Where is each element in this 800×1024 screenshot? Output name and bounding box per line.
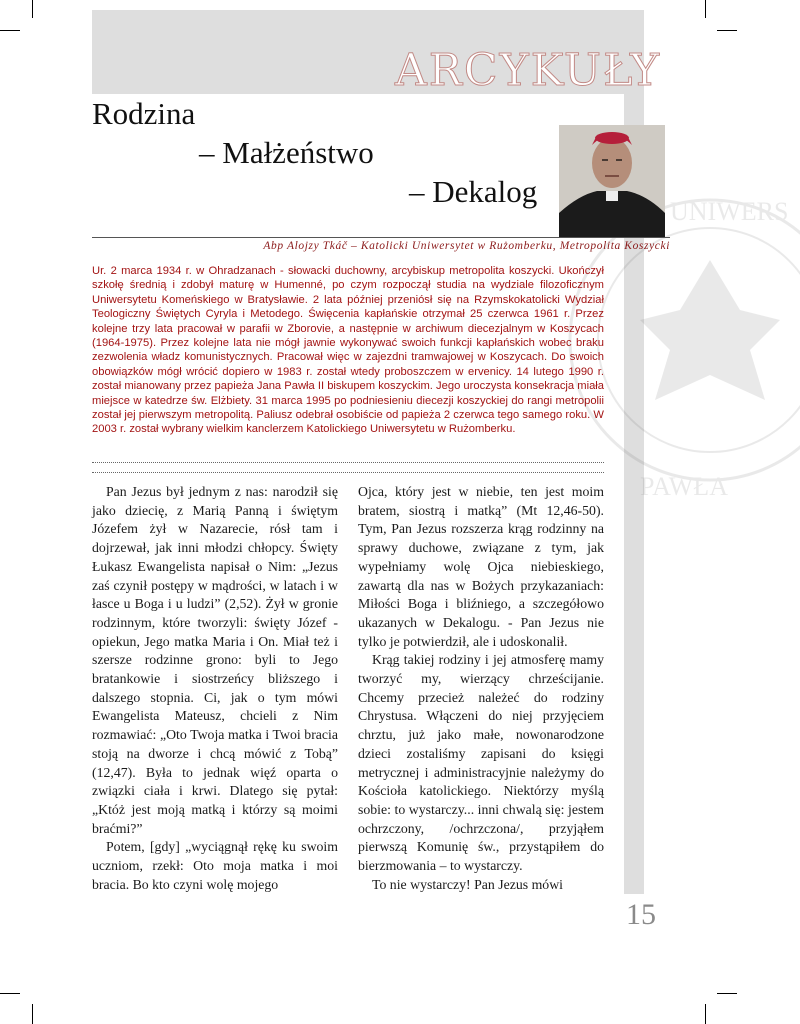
watermark-text-top: UNIWERS xyxy=(670,197,789,226)
crop-mark xyxy=(705,1004,706,1024)
crop-mark xyxy=(0,30,20,31)
author-line: Abp Alojzy Tkáč – Katolicki Uniwersytet w Rużomberku, Metropolita Koszycki xyxy=(263,240,670,252)
author-bio: Ur. 2 marca 1934 r. w Ohradzanach - słowacki duchowny, arcybiskup metropolita koszycki. Ukończył szkołę średnią i zdobył maturę w Humenné, po czym rozpoczął studia na wydziale filozoficznym Uniwersytetu Komeńskiego w Bratysławie. 2 lata później przeniósł się na Rzymskokatolicki Wydział Teologiczny Świętych Cyryla i Metodego. Święcenia kapłańskie otrzymał 25 czerwca 1961 r. Przez kolejne trzy lata pracował w parafii w Zborovie, a następnie w archiwum diecezjalnym w Koszycach (1964-1975). Przez kolejne lata nie mógł jawnie wykonywać swoich funkcji kapłańskich wobec braku zezwolenia władz komunistycznych. Pracował więc w zajezdni tramwajowej w Koszycach. Do swoich obowiązków mógł wrócić dopiero w 1983 r. został wtedy proboszczem w ervenicy. 14 lutego 1990 r. został mianowany przez papieża Jana Pawła II biskupem koszyckim. Jego uroczysta konsekracja miała miejsce w katedrze św. Elżbiety. 31 marca 1995 po podniesieniu diecezji koszyckiej do rangi metropolii został jej pierwszym metropolitą. Paliusz odebrał osobiście od papieża 2 czerwca tego samego roku. W 2003 r. został wybrany wielkim kanclerzem Katolickiego Uniwersytetu w Rużomberku. xyxy=(92,265,604,436)
article-title-line1: Rodzina xyxy=(92,96,196,131)
watermark-text-bottom: PAWŁA xyxy=(640,472,728,501)
body-column-1 xyxy=(92,483,338,894)
crop-mark xyxy=(32,0,33,18)
body-column-2 xyxy=(358,483,604,894)
crop-mark xyxy=(32,1004,33,1024)
page-number: 15 xyxy=(626,898,656,931)
divider xyxy=(92,462,604,463)
crop-mark xyxy=(717,30,737,31)
paragraph: Krąg takiej rodziny i jej atmosferę mamy tworzyć my, wierzący chrześcijanie. Chcemy przecież należeć do rodziny Chrystusa. Włączeni do niej przyjęciem chrztu, już jako małe, nowonarodzone dzieci zostaliśmy zapisani do księgi metrycznej i administracyjnie należymy do Kościoła katolickiego. Niektórzy myślą sobie: to wystarczy... inni chwalą się: jestem ochrzczony, /ochrzczona/, przyjąłem pierwszą Komunię św., przystąpiłem do bierzmowania – to wystarczy. xyxy=(358,652,604,874)
divider xyxy=(92,472,604,473)
paragraph: To nie wystarczy! Pan Jezus mówi xyxy=(372,876,563,892)
crop-mark xyxy=(717,993,737,994)
paragraph: Pan Jezus był jednym z nas: narodził się jako dziecię, z Marią Panną i świętym Józefem żył w Nazarecie, rósł tam i dojrzewał, jak inni młodzi chłopcy. Święty Łukasz Ewangelista napisał o Nim: „Jezus zaś czynił postępy w mądrości, w latach i w łasce u Boga i u ludzi” (2,52). Żył w gronie rodzinnym, które tworzyli: święty Józef - opiekun, Jego matka Maria i On. Miał też i szersze rodzinne grono: byli to Jego bratankowie i siostrzeńcy bliższego i dalszego stopnia. Ci, jak o tym mówi Ewangelista Mateusz, chcieli z Nim rozmawiać: „Oto Twoja matka i Twoi bracia stoją na dworze i chcą mówić z Tobą” (12,47). Była to jednak więź oparta o związki ciała i krwi. Dlatego się pytał: „Któż jest moją matką i którzy są moimi braćmi?” xyxy=(92,484,338,836)
crop-mark xyxy=(0,993,20,994)
crop-mark xyxy=(705,0,706,18)
section-title: ARCYKUŁY xyxy=(395,45,662,96)
author-portrait xyxy=(559,125,665,237)
portrait-image xyxy=(559,125,665,237)
paragraph: Ojca, który jest w niebie, ten jest moim bratem, siostrą i matką” (Mt 12,46-50). Tym, Pan Jezus rozszerza krąg rodzinny na sprawy duchowe, związane z tym, jak wypełniamy wolę Ojca niebieskiego, zawartą dla nas w Bożych przykazaniach: Miłości Boga i bliźniego, a szczegółowo ukazanych w Dekalogu. - Pan Jezus nie tylko je potwierdził, ale i udoskonalił. xyxy=(358,484,604,649)
article-title-line2: – Małżeństwo xyxy=(199,135,374,170)
paragraph: Potem, [gdy] „wyciągnął rękę ku swoim uczniom, rzekł: Oto moja matka i moi bracia. Bo kto czyni wolę mojego xyxy=(92,839,338,892)
article-title-line3: – Dekalog xyxy=(409,174,538,209)
title-rule xyxy=(92,237,670,238)
